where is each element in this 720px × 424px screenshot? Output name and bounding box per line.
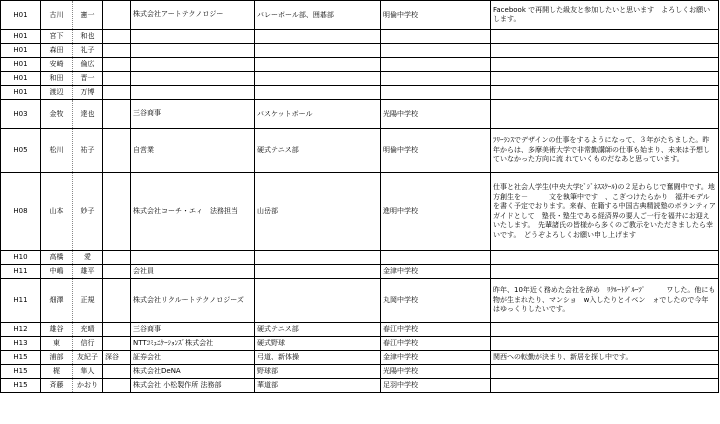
cell-extra-name[interactable] [103,265,131,279]
table-row [1,58,719,72]
table-row [1,351,719,365]
cell-company[interactable]: 株式会社 小松製作所 法務部 [131,379,255,393]
cell-school[interactable]: 金津中学校 [381,265,491,279]
cell-member-id[interactable]: H08 [1,173,41,251]
cell-school[interactable] [381,44,491,58]
cell-extra-name[interactable] [103,379,131,393]
cell-message[interactable] [491,100,719,129]
cell-last-name[interactable]: 高橋 [41,251,73,265]
cell-company[interactable]: 証券会社 [131,351,255,365]
cell-first-name[interactable]: 倫広 [73,58,103,72]
cell-member-id[interactable]: H01 [1,1,41,30]
cell-first-name[interactable]: 祐子 [73,129,103,173]
cell-club[interactable] [255,44,381,58]
cell-extra-name[interactable] [103,30,131,44]
cell-company[interactable] [131,86,255,100]
cell-last-name[interactable]: 梶 [41,365,73,379]
cell-school[interactable]: 明倫中学校 [381,1,491,30]
cell-message[interactable] [491,323,719,337]
cell-member-id[interactable]: H15 [1,351,41,365]
table-row [1,337,719,351]
cell-member-id[interactable]: H05 [1,129,41,173]
cell-first-name[interactable]: 憲一 [73,1,103,30]
cell-message[interactable] [491,44,719,58]
table-row [1,323,719,337]
cell-message[interactable] [491,30,719,44]
cell-message[interactable] [491,251,719,265]
cell-extra-name[interactable] [103,337,131,351]
cell-member-id[interactable]: H15 [1,365,41,379]
cell-club[interactable]: バレーボール部、囲碁部 [255,1,381,30]
cell-first-name[interactable]: 晋一 [73,72,103,86]
table-row [1,72,719,86]
cell-club[interactable]: 野球部 [255,365,381,379]
cell-extra-name[interactable] [103,279,131,323]
cell-last-name[interactable]: 浦部 [41,351,73,365]
cell-extra-name[interactable] [103,129,131,173]
cell-message[interactable] [491,365,719,379]
cell-extra-name[interactable] [103,86,131,100]
cell-last-name[interactable]: 宮下 [41,30,73,44]
cell-club[interactable]: 山岳部 [255,173,381,251]
table-row [1,251,719,265]
cell-message[interactable] [491,86,719,100]
table-row [1,379,719,393]
cell-company[interactable]: 株式会社コーチ・エィ 法務担当 [131,173,255,251]
table-row [1,86,719,100]
cell-member-id[interactable]: H01 [1,58,41,72]
cell-member-id[interactable]: H15 [1,379,41,393]
cell-school[interactable]: 春江中学校 [381,323,491,337]
cell-first-name[interactable]: 正規 [73,279,103,323]
cell-last-name[interactable]: 雄谷 [41,323,73,337]
cell-extra-name[interactable] [103,44,131,58]
cell-first-name[interactable]: かおり [73,379,103,393]
table-row [1,365,719,379]
cell-message[interactable] [491,72,719,86]
cell-company[interactable]: 三谷商事 [131,100,255,129]
cell-member-id[interactable]: H01 [1,30,41,44]
cell-school[interactable]: 金津中学校 [381,351,491,365]
table-row [1,265,719,279]
cell-first-name[interactable]: 達也 [73,100,103,129]
cell-last-name[interactable]: 東 [41,337,73,351]
cell-club[interactable]: 硬式野球 [255,337,381,351]
cell-message[interactable]: ﾌﾘｰﾗﾝｽでデザインの仕事をするようになって、３年がたちました。昨年からは、多摩美術大学で非常勤講師の仕事も始まり、未来は予想していなかった方向に流 れていくものだなあと思っています。 [491,129,719,173]
cell-school[interactable]: 明倫中学校 [381,129,491,173]
cell-last-name[interactable]: 古川 [41,1,73,30]
cell-club[interactable] [255,30,381,44]
cell-company[interactable] [131,58,255,72]
cell-message[interactable]: 仕事と社会人学生(中央大学ﾋﾞｼﾞﾈｽｽｸｰﾙ)の２足わらじで奮闘中です。地方創生を－ 文を執筆中です 、こぎつけたらかり 福井モデルを書く予定でおります。来春、在籍する中国古典精読塾のボランティアガイドとして 塾長・塾生である経済界の要人ご一行を福井にお迎えいたします。 先輩諸氏の皆様から多くのご教示をいただきましたら幸いです。 どうぞよろしくお願い申し上げます [491,173,719,251]
cell-member-id[interactable]: H12 [1,323,41,337]
table-row [1,30,719,44]
cell-message[interactable] [491,58,719,72]
cell-extra-name[interactable] [103,323,131,337]
cell-club[interactable]: 硬式テニス部 [255,323,381,337]
cell-extra-name[interactable] [103,1,131,30]
cell-school[interactable] [381,86,491,100]
cell-company[interactable]: 株式会社アートテクノロジー [131,1,255,30]
cell-extra-name[interactable] [103,251,131,265]
cell-last-name[interactable]: 中嶋 [41,265,73,279]
cell-first-name[interactable]: 充晴 [73,323,103,337]
cell-first-name[interactable]: 信行 [73,337,103,351]
cell-first-name[interactable]: 友紀子 [73,351,103,365]
cell-club[interactable]: 弓道、新体操 [255,351,381,365]
cell-company[interactable]: 三谷商事 [131,323,255,337]
cell-last-name[interactable]: 渡辺 [41,86,73,100]
cell-club[interactable] [255,279,381,323]
table-row [1,100,719,129]
cell-company[interactable]: 株式会社リクルートテクノロジーズ [131,279,255,323]
cell-extra-name[interactable] [103,100,131,129]
cell-company[interactable]: 自営業 [131,129,255,173]
cell-last-name[interactable]: 安崎 [41,58,73,72]
cell-first-name[interactable]: 愛 [73,251,103,265]
cell-club[interactable] [255,72,381,86]
cell-company[interactable] [131,30,255,44]
cell-first-name[interactable]: 妙子 [73,173,103,251]
cell-last-name[interactable]: 山本 [41,173,73,251]
cell-last-name[interactable]: 森田 [41,44,73,58]
cell-first-name[interactable]: 礼子 [73,44,103,58]
cell-school[interactable] [381,72,491,86]
cell-school[interactable]: 進明中学校 [381,173,491,251]
cell-member-id[interactable]: H10 [1,251,41,265]
table-body [1,1,719,393]
cell-club[interactable]: 華道部 [255,379,381,393]
cell-company[interactable]: NTTｺﾐｭﾆｹｰｼｮﾝｽﾞ株式会社 [131,337,255,351]
cell-club[interactable]: 硬式テニス部 [255,129,381,173]
cell-member-id[interactable]: H03 [1,100,41,129]
cell-last-name[interactable]: 金牧 [41,100,73,129]
cell-school[interactable]: 光陽中学校 [381,100,491,129]
cell-school[interactable] [381,58,491,72]
cell-message[interactable]: 関西への転勤が決まり、新居を探し中です。 [491,351,719,365]
cell-extra-name[interactable] [103,58,131,72]
cell-last-name[interactable]: 畑澤 [41,279,73,323]
cell-school[interactable]: 丸岡中学校 [381,279,491,323]
cell-message[interactable]: 昨年、10年近く務めた会社を辞め ﾘｸﾙｰﾄｸﾞﾙｰﾌﾟ ワした。他にも物が生まれたり、マンショ w入したりとイベン ォでしたので今年 はゆっくりしたいです。 [491,279,719,323]
cell-school[interactable] [381,251,491,265]
cell-member-id[interactable]: H11 [1,265,41,279]
cell-club[interactable] [255,251,381,265]
cell-message[interactable] [491,379,719,393]
cell-member-id[interactable]: H13 [1,337,41,351]
cell-first-name[interactable]: 万博 [73,86,103,100]
cell-extra-name[interactable]: 深谷 [103,351,131,365]
cell-last-name[interactable]: 斉藤 [41,379,73,393]
cell-member-id[interactable]: H01 [1,44,41,58]
cell-company[interactable] [131,251,255,265]
cell-club[interactable]: バスケットボール [255,100,381,129]
cell-first-name[interactable]: 和也 [73,30,103,44]
cell-company[interactable] [131,72,255,86]
table-row [1,279,719,323]
table-row [1,44,719,58]
cell-company[interactable] [131,44,255,58]
cell-school[interactable]: 春江中学校 [381,337,491,351]
table-row [1,129,719,173]
cell-member-id[interactable]: H11 [1,279,41,323]
cell-company[interactable]: 会社員 [131,265,255,279]
cell-message[interactable] [491,265,719,279]
table-row [1,1,719,30]
cell-extra-name[interactable] [103,365,131,379]
cell-school[interactable]: 光陽中学校 [381,365,491,379]
cell-last-name[interactable]: 松川 [41,129,73,173]
cell-member-id[interactable]: H01 [1,86,41,100]
cell-message[interactable]: Facebook で再開した級友と参加したいと思います よろしくお願いします。 [491,1,719,30]
cell-company[interactable]: 株式会社DeNA [131,365,255,379]
cell-message[interactable] [491,337,719,351]
cell-school[interactable] [381,30,491,44]
table-row [1,173,719,251]
cell-extra-name[interactable] [103,173,131,251]
cell-member-id[interactable]: H01 [1,72,41,86]
cell-extra-name[interactable] [103,72,131,86]
cell-club[interactable] [255,58,381,72]
cell-first-name[interactable]: 雄平 [73,265,103,279]
cell-last-name[interactable]: 和田 [41,72,73,86]
cell-club[interactable] [255,86,381,100]
cell-school[interactable]: 足羽中学校 [381,379,491,393]
cell-first-name[interactable]: 隼人 [73,365,103,379]
cell-club[interactable] [255,265,381,279]
